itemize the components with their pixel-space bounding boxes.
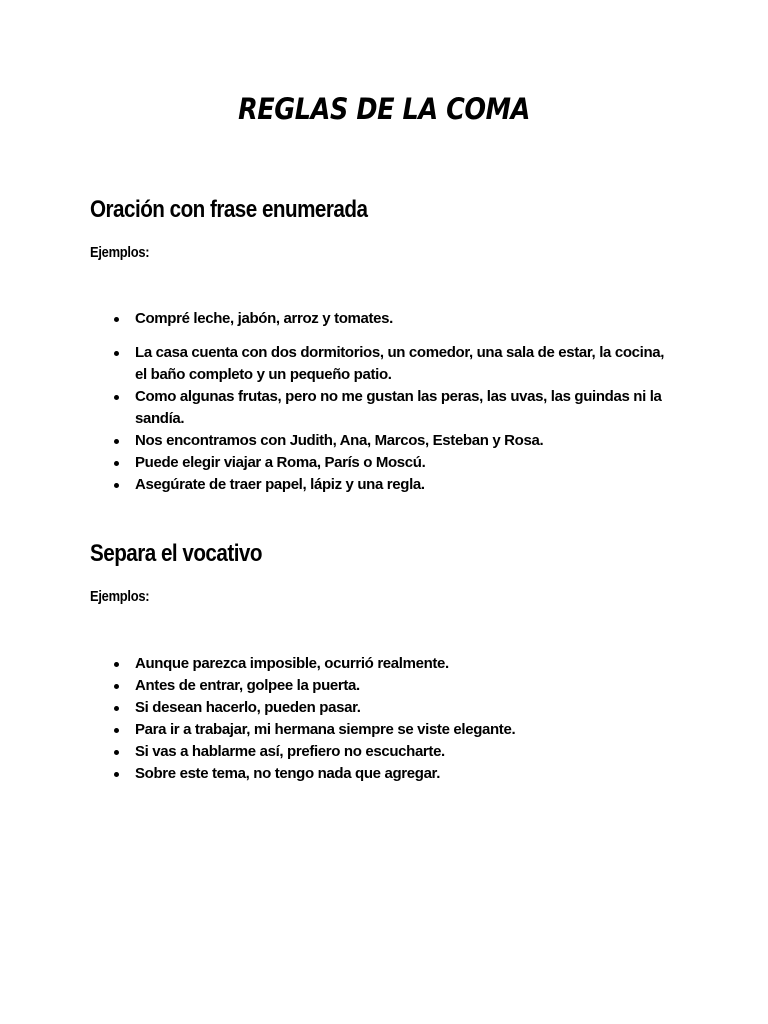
bullet-icon (114, 684, 119, 689)
list-item-text: Nos encontramos con Judith, Ana, Marcos, Esteban y Rosa. (135, 432, 544, 449)
bullet-icon (114, 750, 119, 755)
bullet-icon (114, 728, 119, 733)
bullet-icon (114, 662, 119, 667)
list-item-text: La casa cuenta con dos dormitorios, un comedor, una sala de estar, la cocina, el baño completo y un pequeño patio. (135, 344, 665, 383)
list-item-text: Para ir a trabajar, mi hermana siempre se viste elegante. (135, 721, 516, 738)
list-item (114, 474, 669, 496)
section-enumeration (90, 196, 690, 506)
examples-list (114, 653, 669, 785)
section-heading: Separa el vocativo (90, 540, 262, 567)
list-item (114, 697, 669, 719)
list-item (114, 342, 669, 386)
list-item (114, 675, 669, 697)
list-item-text: Antes de entrar, golpee la puerta. (135, 677, 360, 694)
list-item-text: Como algunas frutas, pero no me gustan las peras, las uvas, las guindas ni la sandía. (135, 388, 662, 427)
list-item-text: Compré leche, jabón, arroz y tomates. (135, 310, 393, 327)
list-item-text: Sobre este tema, no tengo nada que agregar. (135, 765, 441, 782)
list-item (114, 719, 669, 741)
list-item (114, 653, 669, 675)
list-item (114, 452, 669, 474)
examples-list (114, 308, 669, 496)
list-item-text: Puede elegir viajar a Roma, París o Moscú. (135, 454, 426, 471)
bullet-icon (114, 317, 119, 322)
list-item-text: Si desean hacerlo, pueden pasar. (135, 699, 361, 716)
list-item (114, 308, 669, 330)
list-item-text: Aunque parezca imposible, ocurrió realmente. (135, 655, 449, 672)
bullet-icon (114, 439, 119, 444)
bullet-icon (114, 772, 119, 777)
examples-label: Ejemplos: (90, 588, 150, 605)
list-item (114, 430, 669, 452)
list-item (114, 763, 669, 785)
list-item-text: Asegúrate de traer papel, lápiz y una regla. (135, 476, 425, 493)
bullet-icon (114, 461, 119, 466)
bullet-icon (114, 395, 119, 400)
bullet-icon (114, 351, 119, 356)
examples-label: Ejemplos: (90, 244, 150, 261)
section-heading: Oración con frase enumerada (90, 196, 368, 223)
bullet-icon (114, 706, 119, 711)
list-item (114, 741, 669, 763)
list-item-text: Si vas a hablarme así, prefiero no escucharte. (135, 743, 445, 760)
list-item (114, 386, 669, 430)
section-vocative (90, 540, 690, 800)
document-title: REGLAS DE LA COMA (238, 92, 530, 126)
bullet-icon (114, 483, 119, 488)
